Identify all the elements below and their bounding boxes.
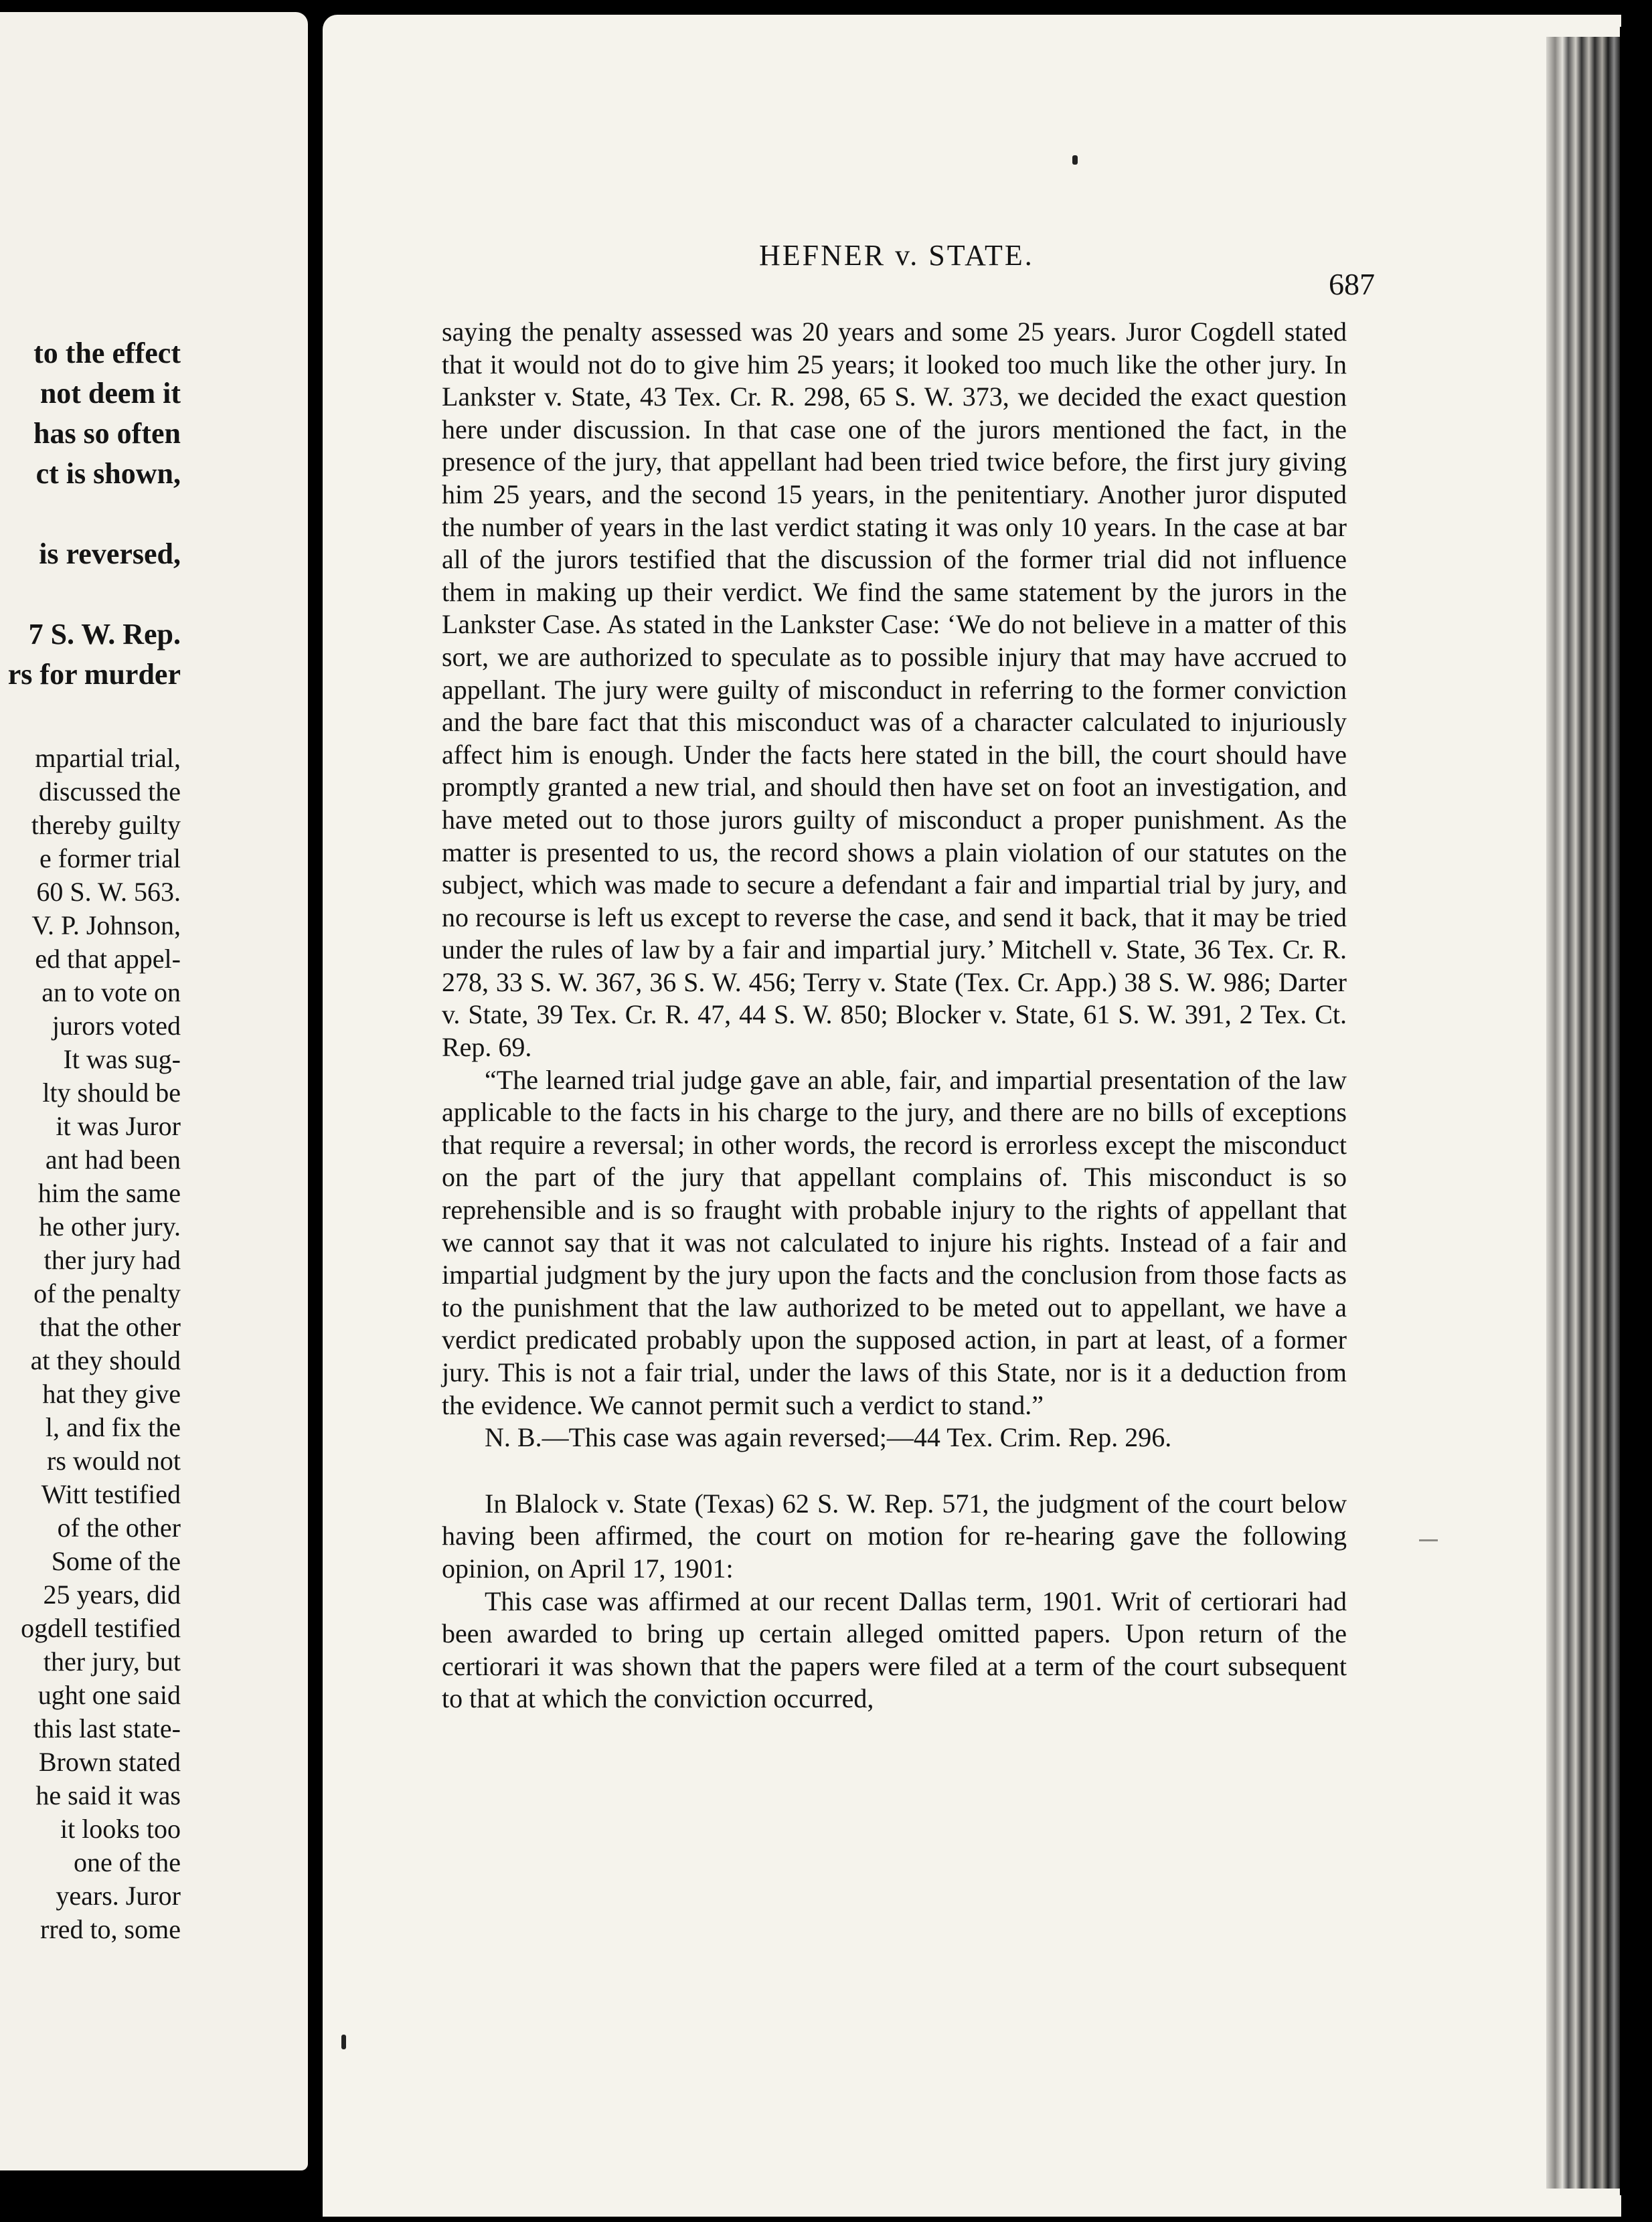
facing-page-line: has so often <box>33 417 181 450</box>
body-text <box>442 316 1347 1715</box>
facing-page-line: mpartial trial, <box>35 743 181 773</box>
facing-page-line: one of the <box>74 1847 181 1877</box>
facing-page-line: years. Juror <box>56 1881 181 1911</box>
facing-page-line: Some of the <box>51 1546 181 1576</box>
ink-mark <box>1419 1539 1438 1541</box>
facing-page-line: 7 S. W. Rep. <box>28 618 181 651</box>
facing-page-line: Witt testified <box>41 1479 181 1509</box>
facing-page-line: ant had been <box>45 1144 181 1175</box>
facing-page-line: rs would not <box>47 1446 181 1476</box>
facing-page-line: V. P. Johnson, <box>31 910 181 940</box>
facing-page-line: of the penalty <box>33 1278 181 1308</box>
facing-page-line: It was sug- <box>63 1044 181 1074</box>
facing-page-line: to the effect <box>33 337 181 369</box>
facing-page-line: is reversed, <box>39 537 181 570</box>
ink-mark <box>341 2035 346 2049</box>
facing-page-line: ed that appel- <box>35 944 181 974</box>
paragraph: This case was affirmed at our recent Dallas term, 1901. Writ of certiorari had been awarded to bring up certain alleged omitted papers. Upon return of the certiorari it was shown that the papers were filed at a term of the court subsequent to that at which the conviction occurred, <box>442 1586 1347 1714</box>
ink-mark <box>1072 155 1078 165</box>
facing-page-line: ct is shown, <box>35 457 181 490</box>
facing-page-line: 60 S. W. 563. <box>36 877 181 907</box>
facing-page-line: he said it was <box>35 1780 181 1810</box>
facing-page <box>0 12 308 2170</box>
facing-page-line: discussed the <box>38 776 181 806</box>
facing-page-line: ught one said <box>37 1680 181 1710</box>
facing-page-line: he other jury. <box>39 1211 181 1242</box>
facing-page-line: ther jury, but <box>43 1646 181 1677</box>
page-edges <box>1546 37 1620 2189</box>
facing-page-text <box>0 333 181 1946</box>
line-gap <box>0 494 181 534</box>
facing-page-line: jurors voted <box>52 1011 181 1041</box>
paragraph: In Blalock v. State (Texas) 62 S. W. Rep. 571, the judgment of the court below having been affirmed, the court on motion for re-hearing gave the following opinion, on April 17, 1901: <box>442 1488 1347 1584</box>
line-gap <box>0 695 181 742</box>
facing-page-line: this last state- <box>33 1713 181 1743</box>
facing-page-line: at they should <box>30 1345 181 1375</box>
facing-page-line: l, and fix the <box>45 1412 181 1442</box>
running-head: HEFNER v. STATE. <box>759 239 1034 272</box>
facing-page-line: rs for murder <box>7 658 181 691</box>
line-gap <box>0 574 181 614</box>
facing-page-line: ther jury had <box>44 1245 181 1275</box>
facing-page-line: e former trial <box>39 843 181 873</box>
facing-page-line: rred to, some <box>40 1914 181 1944</box>
facing-page-line: not deem it <box>39 377 181 410</box>
facing-page-line: it looks too <box>60 1814 181 1844</box>
facing-page-line: ogdell testified <box>21 1613 181 1643</box>
facing-page-line: an to vote on <box>42 977 181 1007</box>
facing-page-line: Brown stated <box>38 1747 181 1777</box>
facing-page-line: of the other <box>57 1513 181 1543</box>
paragraph: “The learned trial judge gave an able, fair, and impartial presentation of the law applicable to the facts in his charge to the jury, and there are no bills of exceptions that require a reversal; in other words, the record is errorless except the misconduct on the part of the jury that appellant complains of. This misconduct is so reprehensible and is so fraught with probable injury to the rights of appellant that we cannot say that it was not calculated to injure his rights. Instead of a fair and impartial judgment by the jury upon the facts and the conclusion from those facts as to the punishment that the law authorized to be meted out to appellant, we have a verdict predicated probably upon the supposed action, in part at least, of a former jury. This is not a fair trial, under the laws of this State, nor is it a deduction from the evidence. We cannot permit such a verdict to stand.” <box>442 1064 1347 1420</box>
facing-page-line: thereby guilty <box>31 810 181 840</box>
facing-page-line: him the same <box>37 1178 181 1208</box>
page-edge-shadow <box>1620 27 1652 2195</box>
page-number: 687 <box>1329 267 1375 301</box>
facing-page-line: lty should be <box>42 1078 181 1108</box>
paragraph: saying the penalty assessed was 20 years and some 25 years. Juror Cogdell stated that it would not do to give him 25 years; it looked too much like the other jury. In Lankster v. State, 43 Tex. Cr. R. 298, 65 S. W. 373, we decided the exact question here under discussion. In that case one of the jurors mentioned the fact, in the presence of the jury, that appellant had been tried twice before, the first jury giving him 25 years, and the second 15 years, in the penitentiary. Another juror disputed the number of years in the last verdict stating it was only 10 years. In the case at bar all of the jurors testified that the discussion of the former trial did not influence them in making up their verdict. We find the same statement by the jurors in the Lankster Case. As stated in the Lankster Case: ‘We do not believe in a matter of this sort, we are authorized to speculate as to possible injury that may have accrued to appellant. The jury were guilty of misconduct in referring to the former conviction and the bare fact that this misconduct was of a character calculated to injuriously affect him is enough. Under the facts here stated in the bill, the court should have promptly granted a new trial, and should then have set on foot an investigation, and have meted out to those jurors guilty of misconduct a proper punishment. As the matter is presented to us, the record shows a plain violation of our statutes on the subject, which was made to secure a defendant a fair and impartial trial by jury, and no recourse is left us except to reverse the case, and send it back, that it may be tried under the rules of law by a fair and impartial jury.’ Mitchell v. State, 36 Tex. Cr. R. 278, 33 S. W. 367, 36 S. W. 456; Terry v. State (Tex. Cr. App.) 38 S. W. 986; Darter v. State, 39 Tex. Cr. R. 47, 44 S. W. 850; Blocker v. State, 61 S. W. 391, 2 Tex. Ct. Rep. 69. <box>442 317 1347 1063</box>
facing-page-line: 25 years, did <box>43 1579 181 1610</box>
paragraph-note: N. B.—This case was again reversed;—44 Tex. Crim. Rep. 296. <box>485 1422 1172 1453</box>
facing-page-line: that the other <box>39 1312 181 1342</box>
facing-page-line: hat they give <box>42 1379 181 1409</box>
facing-page-line: it was Juror <box>56 1111 181 1141</box>
